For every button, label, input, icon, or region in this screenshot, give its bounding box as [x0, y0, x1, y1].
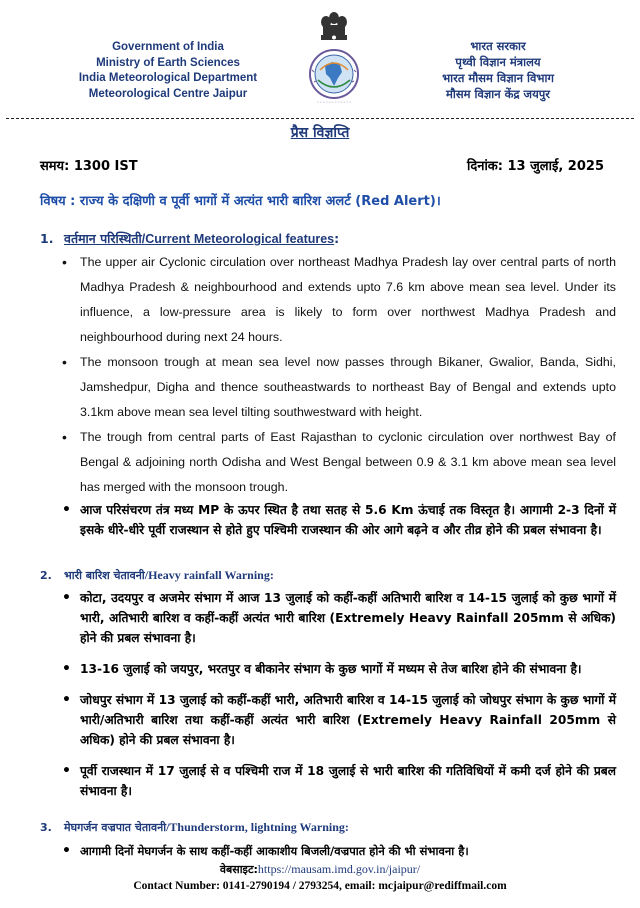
- section-title-hindi: भारी बारिश चेतावनी: [64, 569, 145, 582]
- press-release-title: प्रैस विज्ञप्ति: [290, 125, 350, 141]
- list-item: • जोधपुर संभाग में 13 जुलाई को कहीं-कहीं भारी, अतिभारी बारिश व 14-15 जुलाई को जोधपुर संभाग के कुछ भागों में भारी/अतिभारी बारिश तथा कहीं-कहीं अत्यंत भारी बारिश (Extremely Heavy Rainfall 205mm से अधिक) होने की प्रबल संभावना है।: [62, 690, 616, 750]
- org-line: Meteorological Centre Jaipur: [88, 87, 248, 100]
- list-item: • The trough from central parts of East Rajasthan to cyclonic circulation over northwest Bay of Bengal & adjoining north Odisha and West Bengal between 0.9 & 3.1 km above mean sea level has merged with the monsoon trough.: [62, 425, 616, 500]
- list-item: • The monsoon trough at mean sea level now passes through Bikaner, Gwalior, Banda, Sidhi, Jamshedpur, Digha and thence southeastwards to northeast Bay of Bengal and extends upto 3.1km above mean sea level tilting southwestward with height.: [62, 350, 616, 425]
- letterhead-hindi: [398, 38, 598, 102]
- org-line: पृथ्वी विज्ञान मंत्रालय: [455, 55, 541, 69]
- website-link[interactable]: https://mausam.imd.gov.in/jaipur/: [257, 862, 421, 876]
- svg-text:◦◦◦◦◦◦◦◦◦◦◦◦: ◦◦◦◦◦◦◦◦◦◦◦◦: [316, 100, 352, 106]
- org-line: Government of India: [112, 41, 224, 53]
- section-title-english: /Current Meteorological features: [141, 232, 335, 246]
- org-line: मौसम विज्ञान केंद्र जयपुर: [446, 87, 550, 101]
- list-item: • आगामी दिनों मेघगर्जन के साथ कहीं-कहीं आकाशीय बिजली/वज्रपात होने की भी संभावना है।: [62, 842, 616, 860]
- section-title-hindi: वर्तमान परिस्थिती: [64, 231, 142, 246]
- subject-line: विषय : राज्य के दक्षिणी व पूर्वी भागों में अत्यंत भारी बारिश अलर्ट (Red Alert)।: [40, 194, 441, 209]
- state-emblem-icon: [292, 8, 376, 108]
- list-item: • The upper air Cyclonic circulation over northeast Madhya Pradesh lay over central parts of north Madhya Pradesh & neighbourhood and extends upto 7.6 km above mean sea level. Under its influence, a low-pressure area is likely to form over northwest Madhya Pradesh and neighbourhood during next 24 hours.: [62, 250, 616, 350]
- section-title-hindi: मेघगर्जन वज्रपात चेतावनी: [64, 821, 167, 834]
- org-line: भारत सरकार: [470, 39, 526, 53]
- website-label: वेबसाइट:: [219, 863, 258, 876]
- section-heading-current-features: 1. वर्तमान परिस्थिती/Current Meteorological features:: [40, 231, 340, 246]
- current-features-list: [62, 250, 616, 500]
- website-line: [0, 862, 640, 877]
- header-divider: [6, 118, 634, 119]
- list-item: • आज परिसंचरण तंत्र मध्य MP के ऊपर स्थित है तथा सतह से 5.6 Km ऊंचाई तक विस्तृत है। आगामी 2-3 दिनों में इसके धीरे-धीरे पूर्वी राजस्थान से होते हुए पश्चिमी राजस्थान की ओर आगे बढ़ने व और तीव्र होने की प्रबल संभावना है।: [62, 500, 616, 540]
- contact-line: Contact Number: 0141-2790194 / 2793254, email: mcjaipur@rediffmail.com: [133, 880, 507, 892]
- section-heading-thunderstorm: 3. मेघगर्जन वज्रपात चेतावनी/Thunderstorm, lightning Warning:: [40, 820, 349, 834]
- section-title-english: /Thunderstorm, lightning Warning:: [166, 820, 349, 834]
- section-heading-heavy-rainfall: 2. भारी बारिश चेतावनी/Heavy rainfall Warning:: [40, 568, 274, 582]
- letterhead-english: [58, 40, 278, 102]
- issue-date: दिनांक: 13 जुलाई, 2025: [466, 159, 604, 174]
- thunderstorm-list: [62, 842, 616, 860]
- org-line: Ministry of Earth Sciences: [96, 56, 240, 69]
- list-item: • पूर्वी राजस्थान में 17 जुलाई से व पश्चिमी राज में 18 जुलाई से भारी बारिश की गतिविधियों में कमी दर्ज होने की प्रबल संभावना है।: [62, 761, 616, 801]
- current-features-hindi-list: [62, 500, 616, 540]
- org-line: India Meteorological Department: [78, 72, 258, 84]
- letterhead: [0, 0, 640, 112]
- org-line: भारत मौसम विज्ञान विभाग: [442, 71, 554, 85]
- section-title-english: /Heavy rainfall Warning:: [144, 568, 274, 582]
- issue-time: समय: 1300 IST: [40, 159, 138, 174]
- list-item: • कोटा, उदयपुर व अजमेर संभाग में आज 13 जुलाई को कहीं-कहीं अतिभारी बारिश व 14-15 जुलाई को कुछ भागों में भारी, अतिभारी बारिश व कहीं-कहीं अत्यंत भारी बारिश (Extremely Heavy Rainfall 205mm से अधिक) होने की प्रबल संभावना है।: [62, 588, 616, 648]
- list-item: • 13-16 जुलाई को जयपुर, भरतपुर व बीकानेर संभाग के कुछ भागों में मध्यम से तेज बारिश होने की संभावना है।: [62, 659, 616, 679]
- heavy-rainfall-list: [62, 588, 616, 801]
